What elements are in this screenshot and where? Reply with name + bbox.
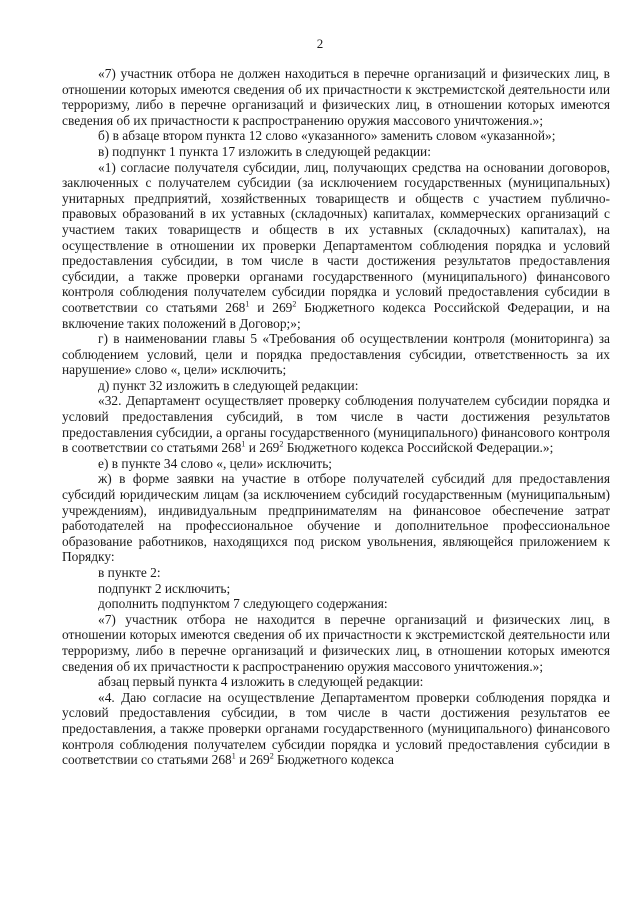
- paragraph: подпункт 2 исключить;: [98, 580, 231, 596]
- paragraph: дополнить подпунктом 7 следующего содержания:: [98, 596, 388, 612]
- paragraph: «32. Департамент осуществляет проверку соблюдения получателем субсидии порядка и условий предоставления субсидий, в том числе в части достижения результатов предоставления субсидии, а органы государственного (муниципального) финансового контроля в соответствии со статьями $268^1$ и $269^2$ Бюджетного кодекса Российской Федерации.»;: [62, 393, 610, 456]
- paragraph: г) в наименовании главы 5 «Требования об осуществлении контроля (мониторинга) за соблюдением условий, цели и порядка предоставления субсидии, ответственность за их нарушение» слово «, цели» исключить;: [62, 331, 610, 378]
- page-number: 2: [316, 36, 324, 51]
- footnote-superscript: 2: [269, 751, 274, 761]
- paragraph: ж) в форме заявки на участие в отборе получателей субсидий для предоставления субсидий юридическим лицам (за исключением субсидий государственным (муниципальным) учреждениям), индивидуальным предпринимателям на финансовое обеспечение затрат работодателей на профессиональное обучение и дополнительное профессиональное образование работников, находящихся под риском увольнения, являющейся приложением к Порядку:: [62, 471, 610, 565]
- document-body: [62, 66, 610, 768]
- footnote-superscript: 2: [279, 439, 284, 449]
- paragraph: б) в абзаце втором пункта 12 слово «указанного» заменить словом «указанной»;: [98, 128, 556, 144]
- paragraph: «4. Даю согласие на осуществление Департаментом проверки соблюдения порядка и условий предоставления субсидии, в том числе в части достижения результатов ее предоставления, а также проверки органами государственного (муниципального) финансового контроля соблюдения получателем субсидии порядка и условий предоставления субсидии в соответствии со статьями $268^1$ и $269^2$ Бюджетного кодекса: [62, 689, 610, 768]
- paragraph: «7) участник отбора не находится в перечне организаций и физических лиц, в отношении которых имеются сведения об их причастности к экстремистской деятельности или терроризму, либо в перечне организаций и физических лиц, в отношении которых имеются сведения об их причастности к распространению оружия массового уничтожения.»;: [62, 611, 610, 674]
- footnote-superscript: 1: [231, 751, 236, 761]
- footnote-superscript: 1: [245, 299, 250, 309]
- paragraph: д) пункт 32 изложить в следующей редакции:: [98, 377, 359, 393]
- paragraph: «7) участник отбора не должен находиться в перечне организаций и физических лиц, в отношении которых имеются сведения об их причастности к экстремистской деятельности или терроризму, либо в перечне организаций и физических лиц, в отношении которых имеются сведения об их причастности к распространению оружия массового уничтожения.»;: [62, 66, 610, 128]
- paragraph: е) в пункте 34 слово «, цели» исключить;: [98, 455, 333, 471]
- footnote-superscript: 1: [241, 439, 246, 449]
- footnote-superscript: 2: [292, 299, 297, 309]
- paragraph: в пункте 2:: [98, 565, 161, 580]
- paragraph: «1) согласие получателя субсидии, лиц, получающих средства на основании договоров, заключенных с получателем субсидии (за исключением государственных (муниципальных) унитарных предприятий, хозяйственных товариществ и обществ с участием публично-правовых образований в их уставных (складочных) капиталах, коммерческих организаций с участием таких товариществ и обществ в их уставных (складочных) капиталах), на осуществление в отношении их проверки Департаментом соблюдения порядка и условий предоставления субсидии, в том числе в части достижения результатов предоставления субсидии, а также проверки органами государственного (муниципального) финансового контроля соблюдения получателем субсидии порядка и условий предоставления субсидии в соответствии со статьями $268^1$ и $269^2$ Бюджетного кодекса Российской Федерации, и на включение таких положений в Договор;»;: [62, 159, 611, 331]
- paragraph: абзац первый пункта 4 изложить в следующей редакции:: [98, 674, 424, 690]
- paragraph: в) подпункт 1 пункта 17 изложить в следующей редакции:: [98, 143, 431, 159]
